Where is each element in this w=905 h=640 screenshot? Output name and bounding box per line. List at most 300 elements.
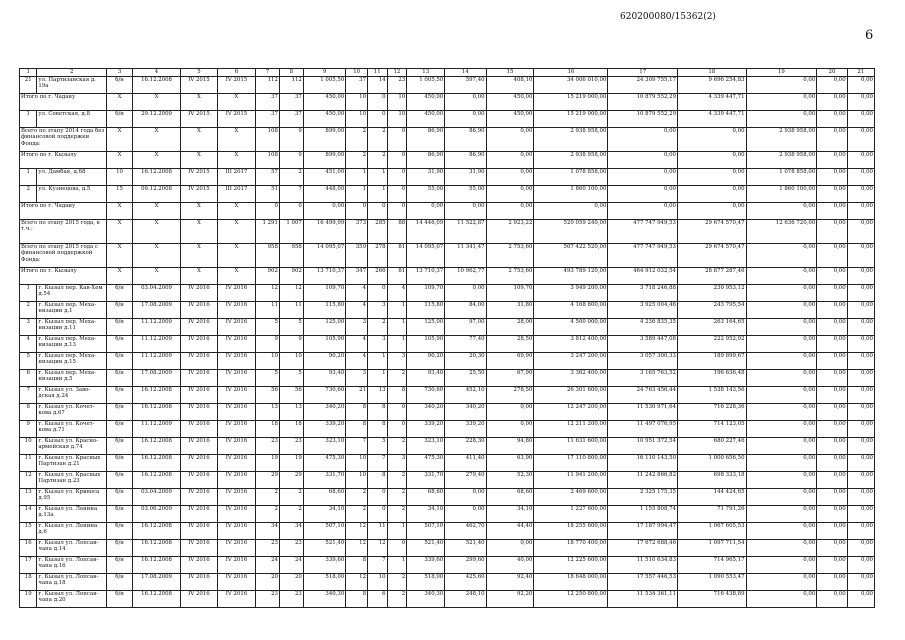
table-cell: 0,00 (746, 387, 817, 404)
table-cell: 0,00 (847, 540, 874, 557)
column-number: 16 (534, 69, 608, 77)
table-cell: IV 2016 (217, 319, 255, 336)
table-cell: 14 446,09 (407, 220, 445, 244)
table-cell: 464 912 032,54 (608, 268, 678, 285)
table-cell: 7 (368, 557, 388, 574)
table-cell: 0,00 (486, 203, 534, 220)
table-cell: 0,00 (847, 438, 874, 455)
table-cell: 34,10 (303, 506, 345, 523)
table-cell: 19 (279, 455, 303, 472)
table-cell: IV 2015 (180, 111, 217, 128)
table-cell: 0,00 (746, 111, 817, 128)
table-cell: IV 2016 (180, 489, 217, 506)
table-cell: 1 (387, 302, 407, 319)
table-cell: 11.12.2009 (133, 353, 181, 370)
table-cell: 2 (387, 574, 407, 591)
table-cell: 0,00 (817, 186, 847, 203)
table-cell: 0,00 (746, 455, 817, 472)
table-cell: 10 (346, 111, 368, 128)
table-cell: 10 962,77 (445, 268, 486, 285)
table-cell: 0,00 (847, 591, 874, 608)
table-cell: г. Кызыл ул. Красных Партизан д.23 (37, 472, 107, 489)
table-cell: X (133, 152, 181, 169)
table-cell: 105,90 (303, 336, 345, 353)
table-row (20, 319, 875, 336)
table-cell: 0,00 (817, 111, 847, 128)
table-cell: 5 (279, 370, 303, 387)
table-cell: 13 710,37 (303, 268, 345, 285)
table-cell: 94,80 (486, 438, 534, 455)
table-cell: 698 333,18 (678, 472, 747, 489)
table-cell: 86,90 (445, 128, 486, 152)
table-cell: 88 (387, 220, 407, 244)
table-cell: 0,00 (445, 94, 486, 111)
table-cell: 0,00 (817, 152, 847, 169)
table-row (20, 285, 875, 302)
table-cell: 0,00 (847, 152, 874, 169)
table-cell: X (107, 220, 133, 244)
table-cell: 0,00 (746, 523, 817, 540)
table-cell: 0,00 (817, 220, 847, 244)
table-cell: 31,90 (407, 169, 445, 186)
table-cell: 0,00 (817, 557, 847, 574)
table-cell: 23 (256, 438, 280, 455)
table-cell: 17.08.2009 (133, 370, 181, 387)
table-cell: X (133, 94, 181, 111)
table-cell: 81 (387, 244, 407, 268)
table-cell: 0,00 (678, 203, 747, 220)
table-cell: г. Кызыл ул. Лопсан-чапа д.18 (37, 574, 107, 591)
table-cell: 0,00 (847, 506, 874, 523)
table-cell: 340,30 (303, 591, 345, 608)
page-number: 6 (865, 28, 874, 43)
table-cell: 10 (387, 111, 407, 128)
table-cell: 0,00 (847, 455, 874, 472)
table-cell: 51 (256, 186, 280, 203)
table-cell: 4 236 835,35 (608, 319, 678, 336)
table-cell: 1 (346, 169, 368, 186)
table-cell: 77,40 (445, 336, 486, 353)
table-cell: 9 (20, 421, 37, 438)
table-cell: 68,60 (407, 489, 445, 506)
table-cell: 11 (20, 455, 37, 472)
table-cell: 15 219 000,00 (534, 111, 608, 128)
table-cell: 15 (107, 186, 133, 203)
table-cell: 4 (387, 285, 407, 302)
table-cell: 0,00 (847, 472, 874, 489)
table-cell: 5 (256, 370, 280, 387)
table-cell: 0,00 (817, 268, 847, 285)
table-cell: 10 (107, 169, 133, 186)
table-cell: 451,00 (303, 169, 345, 186)
table-cell: IV 2016 (180, 506, 217, 523)
table-cell: X (180, 94, 217, 111)
table-cell: 0,00 (486, 186, 534, 203)
table-cell: 2 753,60 (486, 244, 534, 268)
table-row (20, 506, 875, 523)
table-cell: 10 (279, 353, 303, 370)
table-cell: 12 (256, 285, 280, 302)
table-cell: 16.12.2008 (133, 523, 181, 540)
table-cell: IV 2016 (217, 591, 255, 608)
table-cell: 0,00 (847, 285, 874, 302)
table-cell: 0,00 (847, 336, 874, 353)
table-cell: 899,00 (303, 152, 345, 169)
table-cell: 18 648 000,00 (534, 574, 608, 591)
table-cell: 450,00 (303, 94, 345, 111)
table-cell: 425,60 (445, 574, 486, 591)
table-cell: IV 2016 (180, 540, 217, 557)
table-cell: 2 (256, 489, 280, 506)
table-cell: 6 (20, 370, 37, 387)
table-cell: 24 309 755,17 (608, 77, 678, 94)
table-cell: г. Кызыл ул. Лопсан-чапа д.16 (37, 557, 107, 574)
table-cell: 17 187 994,47 (608, 523, 678, 540)
table-cell: 37 (346, 77, 368, 94)
table-cell: 69,90 (486, 353, 534, 370)
column-number: 2 (37, 69, 107, 77)
table-cell: X (133, 220, 181, 244)
table-cell: 0,00 (847, 574, 874, 591)
table-cell: б/н (107, 438, 133, 455)
table-cell: 958 (279, 244, 303, 268)
table-cell: 29 674 570,47 (678, 244, 747, 268)
table-cell: 243 795,54 (678, 302, 747, 319)
table-cell: Итого по г. Чадану (20, 203, 107, 220)
table-cell: 0,00 (817, 540, 847, 557)
table-cell: 31,80 (486, 302, 534, 319)
table-cell: X (217, 152, 255, 169)
table-cell: 4 (346, 336, 368, 353)
table-cell: 25,50 (445, 370, 486, 387)
table-cell: IV 2016 (180, 319, 217, 336)
table-cell: 323,10 (407, 438, 445, 455)
table-cell: 2 (346, 489, 368, 506)
table-cell: 4 (346, 285, 368, 302)
table-cell: IV 2015 (217, 77, 255, 94)
table-cell: 0,00 (817, 285, 847, 302)
table-cell: 0 (346, 203, 368, 220)
table-cell: 518,00 (303, 574, 345, 591)
table-cell: 14 095,07 (303, 244, 345, 268)
table-cell: 11 941 200,00 (534, 472, 608, 489)
table-cell: 7 (20, 387, 37, 404)
table-cell: 29 (279, 472, 303, 489)
table-cell: ул. Советская, д.8 (37, 111, 107, 128)
table-cell: IV 2016 (217, 506, 255, 523)
table-row (20, 77, 875, 94)
table-cell: 2 (20, 186, 37, 203)
table-cell: 477 747 949,53 (608, 244, 678, 268)
table-cell: 109,70 (486, 285, 534, 302)
table-cell: 63,90 (486, 455, 534, 472)
table-cell: 0,00 (746, 591, 817, 608)
table-cell: 0,00 (407, 203, 445, 220)
table-cell: 0 (387, 203, 407, 220)
table-cell: г. Кызыл пер. Меха-низации д.1 (37, 302, 107, 319)
table-cell: 0,00 (746, 489, 817, 506)
table-cell: 34 (279, 523, 303, 540)
table-cell: IV 2016 (217, 523, 255, 540)
table-cell: 8 (346, 557, 368, 574)
table-cell: 340,30 (407, 591, 445, 608)
column-number: 4 (133, 69, 181, 77)
table-cell: 339,60 (407, 557, 445, 574)
table-cell: Итого по г. Кызылу (20, 152, 107, 169)
table-cell: 17 672 688,46 (608, 540, 678, 557)
table-cell: 373 (346, 220, 368, 244)
table-cell: 730,60 (407, 387, 445, 404)
table-cell: 0,00 (817, 244, 847, 268)
table-cell: 0,00 (847, 353, 874, 370)
table-cell: 0 (387, 169, 407, 186)
table-cell: 450,00 (486, 111, 534, 128)
column-number: 11 (368, 69, 388, 77)
table-cell: IV 2016 (180, 404, 217, 421)
table-cell: г. Кызыл ул. Красных Партизан д.21 (37, 455, 107, 472)
table-cell: X (107, 94, 133, 111)
table-cell: 339,20 (445, 421, 486, 438)
table-cell: 0,00 (746, 370, 817, 387)
table-cell: 0 (368, 489, 388, 506)
table-cell: 81 (387, 268, 407, 285)
table-cell: 1 097 711,54 (678, 540, 747, 557)
table-cell: X (133, 268, 181, 285)
column-number: 21 (847, 69, 874, 77)
table-cell: 23 (387, 77, 407, 94)
table-cell: 196 636,48 (678, 370, 747, 387)
table-cell: 0,00 (817, 574, 847, 591)
table-row (20, 455, 875, 472)
table-cell: 55,00 (445, 186, 486, 203)
table-cell: 125,00 (303, 319, 345, 336)
table-cell: 0,00 (847, 489, 874, 506)
table-cell: 520 059 240,00 (534, 220, 608, 244)
table-cell: X (180, 268, 217, 285)
table-cell: X (180, 152, 217, 169)
table-cell: 0 (387, 152, 407, 169)
summary-row (20, 152, 875, 169)
table-cell: 340,20 (407, 404, 445, 421)
column-number: 1 (20, 69, 37, 77)
table-cell: 24 763 456,44 (608, 387, 678, 404)
table-cell: 03.04.2009 (133, 285, 181, 302)
table-cell: X (217, 220, 255, 244)
table-cell: 6 (368, 591, 388, 608)
table-cell: 24 (256, 557, 280, 574)
table-cell: 958 (256, 244, 280, 268)
table-cell: 20 (256, 574, 280, 591)
table-cell: 475,30 (303, 455, 345, 472)
table-cell: IV 2016 (217, 353, 255, 370)
table-cell: 92,40 (486, 574, 534, 591)
table-cell: 0 (387, 128, 407, 152)
table-cell: 1 227 600,00 (534, 506, 608, 523)
table-cell: 10 (346, 455, 368, 472)
table-cell: 8 (20, 404, 37, 421)
table-cell: 730,60 (303, 387, 345, 404)
table-cell: 2 753,60 (486, 268, 534, 285)
table-cell: 2 (346, 128, 368, 152)
table-cell: 279,40 (445, 472, 486, 489)
table-cell: 0,00 (445, 489, 486, 506)
column-number: 20 (817, 69, 847, 77)
table-cell: 55,00 (407, 186, 445, 203)
column-number: 9 (303, 69, 345, 77)
table-cell: 714 965,17 (678, 557, 747, 574)
table-cell: 11 522,87 (445, 220, 486, 244)
table-cell: 0,00 (847, 77, 874, 94)
table-cell: 0,00 (817, 421, 847, 438)
table-cell: 37 (279, 94, 303, 111)
table-cell: IV 2016 (217, 370, 255, 387)
table-cell: 67,90 (486, 370, 534, 387)
table-cell: 3 (387, 455, 407, 472)
table-cell: б/н (107, 336, 133, 353)
column-number: 18 (678, 69, 747, 77)
table-cell: 16.12.2008 (133, 438, 181, 455)
table-cell: 1 155 808,74 (608, 506, 678, 523)
table-cell: 3 (20, 319, 37, 336)
column-number: 7 (256, 69, 280, 77)
table-cell: 0,00 (817, 302, 847, 319)
table-cell: IV 2016 (217, 421, 255, 438)
table-cell: 26 301 600,00 (534, 387, 608, 404)
table-cell: 11 242 866,82 (608, 472, 678, 489)
table-cell: 0 (368, 506, 388, 523)
table-cell: X (107, 152, 133, 169)
table-cell: 16.12.2008 (133, 455, 181, 472)
table-cell: ул. Дамбая, д.68 (37, 169, 107, 186)
column-number: 14 (445, 69, 486, 77)
table-cell: 1 078 858,00 (746, 169, 817, 186)
table-cell: 0,00 (486, 421, 534, 438)
table-cell: 0 (368, 203, 388, 220)
table-cell: X (217, 94, 255, 111)
table-cell: 2 (387, 438, 407, 455)
column-number-row (20, 69, 875, 77)
table-cell: Всего по этапу 2015 года, в т.ч.: (20, 220, 107, 244)
table-cell: 0,00 (847, 370, 874, 387)
table-cell: IV 2016 (217, 438, 255, 455)
table-cell: 112 (256, 77, 280, 94)
table-cell: 1 005,50 (303, 77, 345, 94)
table-cell: 0,00 (817, 94, 847, 111)
table-cell: 12 (346, 523, 368, 540)
table-cell: 0 (368, 285, 388, 302)
table-cell: б/н (107, 489, 133, 506)
table-cell: 0 (387, 540, 407, 557)
table-row (20, 438, 875, 455)
table-cell: 323,10 (303, 438, 345, 455)
table-cell: 0,00 (817, 472, 847, 489)
column-number: 6 (217, 69, 255, 77)
table-cell: 462,70 (445, 523, 486, 540)
table-cell: X (107, 203, 133, 220)
table-cell: 5 (256, 319, 280, 336)
table-cell: 0,00 (486, 404, 534, 421)
table-cell: 2 938 958,00 (746, 152, 817, 169)
table-cell: 714 123,05 (678, 421, 747, 438)
table-cell: 0,00 (746, 557, 817, 574)
table-cell: 278 (368, 244, 388, 268)
table-cell: 0,00 (817, 319, 847, 336)
table-cell: X (180, 203, 217, 220)
column-number: 5 (180, 69, 217, 77)
column-number: 3 (107, 69, 133, 77)
table-cell: 0,00 (817, 455, 847, 472)
table-cell: 56 (256, 387, 280, 404)
table-cell: 68,60 (303, 489, 345, 506)
table-cell: X (217, 244, 255, 268)
table-cell: IV 2016 (180, 421, 217, 438)
table-cell: 0,00 (678, 128, 747, 152)
table-cell: 902 (279, 268, 303, 285)
table-cell: 16.12.2008 (133, 169, 181, 186)
table-cell: г. Кызыл ул. Заво-дская д.24 (37, 387, 107, 404)
table-cell: б/н (107, 370, 133, 387)
table-cell: 12 225 600,00 (534, 557, 608, 574)
table-cell: 1 005,50 (407, 77, 445, 94)
table-cell: 109,70 (407, 285, 445, 302)
table-cell: г. Кызыл ул. Ленина д.6 (37, 523, 107, 540)
table-cell: г. Кызыл пер. Меха-низации д.5 (37, 370, 107, 387)
table-cell: 10 879 552,29 (608, 94, 678, 111)
table-cell: 2 (279, 489, 303, 506)
table-cell: 5 (20, 353, 37, 370)
table-cell: г. Кызыл ул. Ленина д.13а (37, 506, 107, 523)
table-cell: 8 (368, 421, 388, 438)
table-cell: 0,00 (817, 336, 847, 353)
table-cell: 3 718 246,88 (608, 285, 678, 302)
table-cell: 7 (279, 186, 303, 203)
table-cell: 16.12.2008 (133, 77, 181, 94)
table-cell: 92,20 (486, 591, 534, 608)
table-cell: 11 (279, 302, 303, 319)
table-cell: 2 923,22 (486, 220, 534, 244)
table-cell: 0,00 (847, 244, 874, 268)
column-number: 10 (346, 69, 368, 77)
table-cell: б/н (107, 387, 133, 404)
table-cell: 0,00 (817, 506, 847, 523)
table-cell: 1 067 605,53 (678, 523, 747, 540)
table-row (20, 111, 875, 128)
table-cell: б/н (107, 523, 133, 540)
table-cell: 0,00 (847, 319, 874, 336)
table-cell: 12 (279, 285, 303, 302)
table-cell: IV 2016 (180, 285, 217, 302)
table-cell: 2 (368, 152, 388, 169)
table-cell: б/н (107, 302, 133, 319)
table-cell: б/н (107, 285, 133, 302)
table-cell: 109,70 (303, 285, 345, 302)
table-cell: 0,00 (817, 591, 847, 608)
table-cell: 2 (368, 128, 388, 152)
table-cell: 10 (387, 94, 407, 111)
table-cell: 16 (20, 540, 37, 557)
table-cell: 507,10 (407, 523, 445, 540)
table-cell: 14 095,07 (407, 244, 445, 268)
table-cell: X (180, 220, 217, 244)
table-cell: 03.06.2009 (133, 506, 181, 523)
table-cell: 40,00 (486, 557, 534, 574)
table-cell: 0,00 (608, 186, 678, 203)
table-cell: 248,10 (445, 591, 486, 608)
table-cell: г. Кызыл пер. Меха-низации д.13 (37, 336, 107, 353)
table-cell: 11.12.2009 (133, 421, 181, 438)
table-cell: 0,00 (445, 111, 486, 128)
table-cell: 12 636 720,00 (746, 220, 817, 244)
